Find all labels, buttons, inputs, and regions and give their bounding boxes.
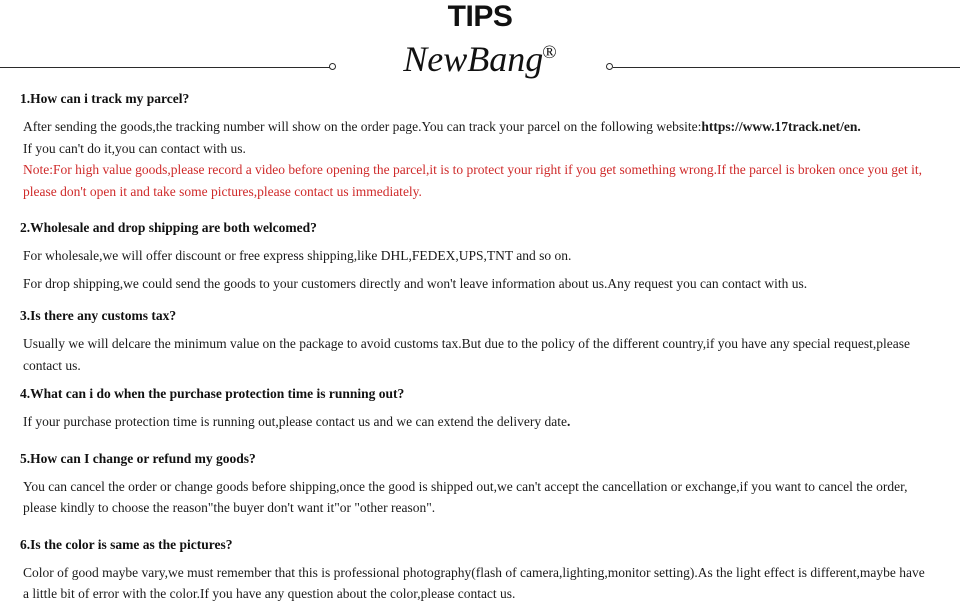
faq-answer-4-text: If your purchase protection time is running out,please contact us and we can extend the delivery date xyxy=(23,414,567,429)
page-title: TIPS xyxy=(447,0,513,33)
faq-item-4 xyxy=(20,383,954,433)
divider-line-left xyxy=(0,67,331,68)
faq-answer-5-line-2: please kindly to choose the reason"the buyer don't want it"or "other reason". xyxy=(23,500,436,515)
faq-answer-4-line-1 xyxy=(20,411,954,433)
spacer xyxy=(20,433,954,448)
faq-question-2: 2.Wholesale and drop shipping are both welcomed? xyxy=(20,220,317,235)
faq-item-2 xyxy=(20,217,954,294)
spacer xyxy=(20,109,954,116)
spacer xyxy=(20,202,954,217)
faq-question-4: 4.What can i do when the purchase protection time is running out? xyxy=(20,386,405,401)
faq-question-3: 3.Is there any customs tax? xyxy=(20,308,177,323)
faq-answer-2-line-2: For drop shipping,we could send the goods to your customers directly and won't leave information about us.Any request you can contact with us. xyxy=(23,275,808,291)
faq-item-5 xyxy=(20,448,954,519)
registered-trademark-icon: ® xyxy=(542,42,557,63)
faq-answer-1-text: After sending the goods,the tracking number will show on the order page.You can track your parcel on the following website: xyxy=(23,119,702,134)
faq-answer-5-line-1: You can cancel the order or change goods before shipping,once the good is shipped out,we can't accept the cancellation or exchange,if you want to cancel the order, xyxy=(23,478,908,494)
faq-answer-6-line-1: Color of good maybe vary,we must remember that this is professional photography(flash of camera,lighting,monitor setting).As the light effect is different,maybe have xyxy=(23,564,925,580)
page-header xyxy=(0,0,960,88)
spacer xyxy=(20,555,954,562)
faq-question-5: 5.How can I change or refund my goods? xyxy=(20,450,256,466)
faq-answer-4-period: . xyxy=(566,414,571,429)
faq-answer-1-line-2: If you can't do it,you can contact with us. xyxy=(23,140,246,156)
brand-name: NewBang xyxy=(403,39,544,79)
spacer xyxy=(20,294,954,305)
faq-item-1 xyxy=(20,88,954,202)
divider-line-right xyxy=(613,67,960,68)
spacer xyxy=(20,376,954,383)
faq-question-6: 6.Is the color is same as the pictures? xyxy=(20,536,233,552)
brand-logo xyxy=(0,32,960,80)
faq-item-6 xyxy=(20,534,954,605)
spacer xyxy=(20,519,954,534)
faq-answer-2-line-1: For wholesale,we will offer discount or free express shipping,like DHL,FEDEX,UPS,TNT and so on. xyxy=(23,248,572,263)
faq-answer-3-line-2: contact us. xyxy=(23,357,81,373)
faq-answer-1-line-1 xyxy=(20,116,954,138)
faq-note-1-line-1: Note:For high value goods,please record a video before opening the parcel,it is to protect your right if you get something wrong.If the parcel is broken once you get it, xyxy=(23,162,922,177)
faq-answer-3-line-1: Usually we will delcare the minimum value on the package to avoid customs tax.But due to the policy of the different country,if you have any special request,please xyxy=(23,336,910,351)
spacer xyxy=(20,326,954,333)
spacer xyxy=(20,469,954,476)
faq-note-1-line-2: please don't open it and take some pictures,please contact us immediately. xyxy=(23,183,422,199)
divider-dot-left-icon xyxy=(329,63,336,70)
faq-question-1: 1.How can i track my parcel? xyxy=(20,91,190,106)
faq-content xyxy=(0,88,960,605)
faq-answer-6-line-2: a little bit of error with the color.If you have any question about the color,please contact us. xyxy=(23,586,516,601)
divider-dot-right-icon xyxy=(606,63,613,70)
spacer xyxy=(20,238,954,245)
tracking-url[interactable]: https://www.17track.net/en. xyxy=(701,119,861,134)
faq-item-3 xyxy=(20,305,954,376)
spacer xyxy=(20,404,954,411)
